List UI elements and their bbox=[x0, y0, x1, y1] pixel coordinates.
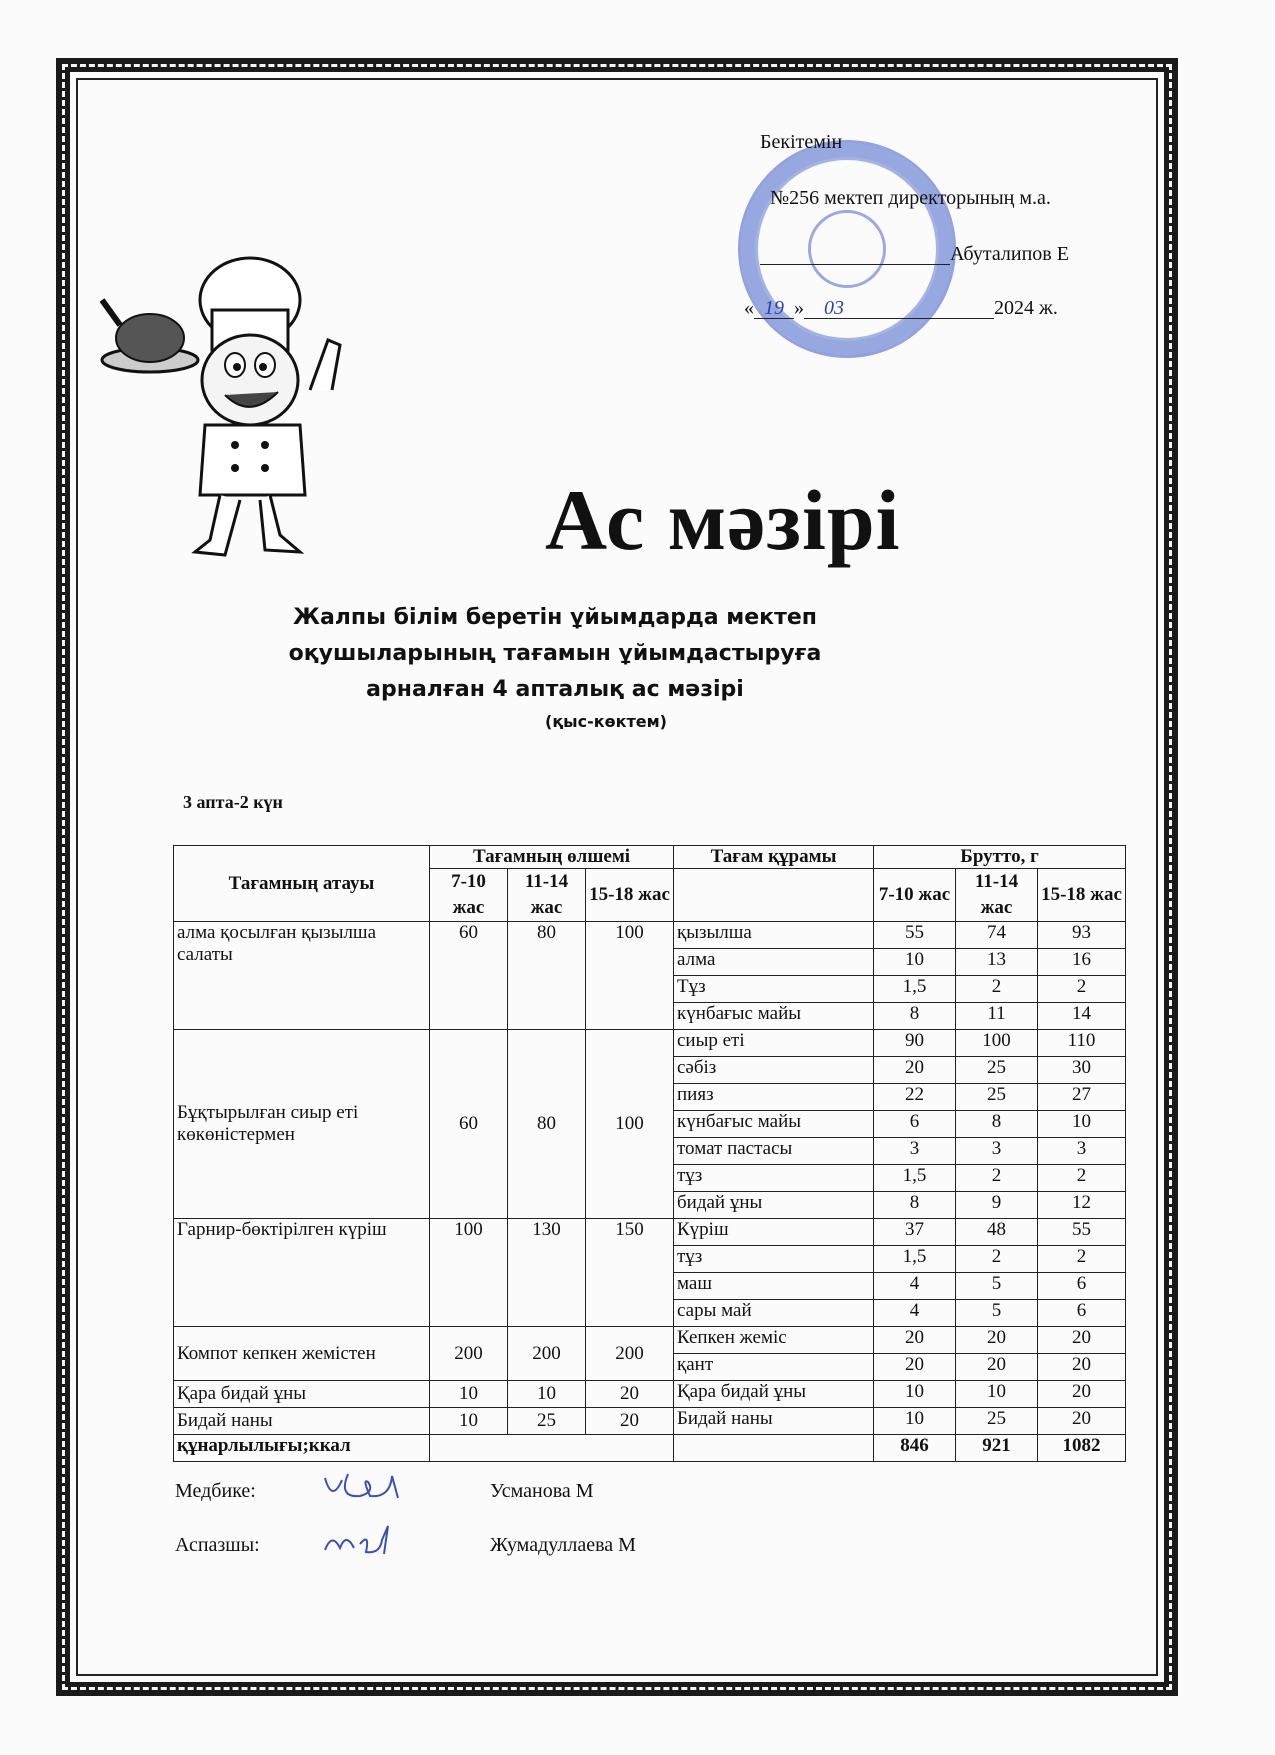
portion-cell: 60 bbox=[430, 922, 508, 1030]
header-composition: Тағам құрамы bbox=[674, 846, 874, 869]
gross-value-cell: 8 bbox=[956, 1111, 1038, 1138]
total-label: құнарлылығы;ккал bbox=[174, 1435, 430, 1462]
portion-cell: 130 bbox=[508, 1219, 586, 1327]
approval-year: 2024 ж. bbox=[994, 297, 1058, 319]
gross-value-cell: 9 bbox=[956, 1192, 1038, 1219]
gross-value-cell: 6 bbox=[874, 1111, 956, 1138]
total-kcal-value: 1082 bbox=[1038, 1435, 1126, 1462]
portion-cell: 20 bbox=[586, 1381, 674, 1408]
table-row bbox=[174, 1219, 1126, 1246]
portion-cell: 100 bbox=[586, 922, 674, 1030]
menu-table-body bbox=[174, 922, 1126, 1462]
ingredient-name-cell: бидай ұны bbox=[674, 1192, 874, 1219]
header-gross-age-15-18: 15-18 жас bbox=[1038, 869, 1126, 922]
gross-value-cell: 90 bbox=[874, 1030, 956, 1057]
quote-open: « bbox=[744, 297, 754, 319]
gross-value-cell: 2 bbox=[1038, 976, 1126, 1003]
ingredient-name-cell: тұз bbox=[674, 1165, 874, 1192]
gross-value-cell: 20 bbox=[1038, 1327, 1126, 1354]
table-row bbox=[174, 1408, 1126, 1435]
portion-cell: 10 bbox=[430, 1408, 508, 1435]
gross-value-cell: 93 bbox=[1038, 922, 1126, 949]
table-row bbox=[174, 922, 1126, 949]
subtitle-line-2: оқушыларының тағамын ұйымдастыруға bbox=[288, 641, 822, 666]
gross-value-cell: 13 bbox=[956, 949, 1038, 976]
gross-value-cell: 2 bbox=[956, 1165, 1038, 1192]
approval-line-2: №256 мектеп директорының м.а. bbox=[770, 187, 1051, 209]
gross-value-cell: 100 bbox=[956, 1030, 1038, 1057]
total-kcal-value: 846 bbox=[874, 1435, 956, 1462]
header-portion-age-15-18: 15-18 жас bbox=[586, 869, 674, 922]
dish-name-cell: Компот кепкен жемістен bbox=[174, 1327, 430, 1381]
gross-value-cell: 30 bbox=[1038, 1057, 1126, 1084]
total-blank-composition bbox=[674, 1435, 874, 1462]
total-blank-portion bbox=[430, 1435, 674, 1462]
total-row bbox=[174, 1435, 1126, 1462]
gross-value-cell: 22 bbox=[874, 1084, 956, 1111]
table-row bbox=[174, 1381, 1126, 1408]
total-kcal-value: 921 bbox=[956, 1435, 1038, 1462]
menu-table bbox=[173, 845, 1126, 1462]
portion-cell: 60 bbox=[430, 1030, 508, 1219]
gross-value-cell: 10 bbox=[1038, 1111, 1126, 1138]
gross-value-cell: 20 bbox=[1038, 1354, 1126, 1381]
gross-value-cell: 1,5 bbox=[874, 1246, 956, 1273]
gross-value-cell: 6 bbox=[1038, 1273, 1126, 1300]
signature-line bbox=[760, 242, 950, 265]
portion-cell: 200 bbox=[508, 1327, 586, 1381]
nurse-signature bbox=[320, 1468, 430, 1508]
dish-name-cell: Қара бидай ұны bbox=[174, 1381, 430, 1408]
day-label: 3 апта-2 күн bbox=[183, 792, 283, 812]
gross-value-cell: 20 bbox=[956, 1327, 1038, 1354]
page-title: Ас мәзірі bbox=[545, 472, 901, 568]
dish-name-cell: Гарнир-бөктірілген күріш bbox=[174, 1219, 430, 1327]
table-row bbox=[174, 1030, 1126, 1057]
cook-role: Аспазшы: bbox=[175, 1534, 260, 1556]
gross-value-cell: 2 bbox=[1038, 1165, 1126, 1192]
gross-value-cell: 25 bbox=[956, 1057, 1038, 1084]
gross-value-cell: 48 bbox=[956, 1219, 1038, 1246]
gross-value-cell: 20 bbox=[956, 1354, 1038, 1381]
ingredient-name-cell: сәбіз bbox=[674, 1057, 874, 1084]
ingredient-name-cell: Кепкен жеміс bbox=[674, 1327, 874, 1354]
ingredient-name-cell: алма bbox=[674, 949, 874, 976]
approval-line-3: Абуталипов Е bbox=[950, 243, 1069, 265]
approval-line-1: Бекітемін bbox=[760, 131, 843, 153]
portion-cell: 200 bbox=[586, 1327, 674, 1381]
gross-value-cell: 16 bbox=[1038, 949, 1126, 976]
ingredient-name-cell: Тұз bbox=[674, 976, 874, 1003]
gross-value-cell: 5 bbox=[956, 1300, 1038, 1327]
gross-value-cell: 25 bbox=[956, 1084, 1038, 1111]
gross-value-cell: 2 bbox=[1038, 1246, 1126, 1273]
season-label: (қыс-көктем) bbox=[545, 712, 667, 731]
ingredient-name-cell: күнбағыс майы bbox=[674, 1003, 874, 1030]
header-gross-age-7-10: 7-10 жас bbox=[874, 869, 956, 922]
gross-value-cell: 20 bbox=[874, 1057, 956, 1084]
gross-value-cell: 8 bbox=[874, 1192, 956, 1219]
gross-value-cell: 10 bbox=[956, 1381, 1038, 1408]
gross-value-cell: 10 bbox=[874, 1408, 956, 1435]
portion-cell: 10 bbox=[430, 1381, 508, 1408]
portion-cell: 80 bbox=[508, 922, 586, 1030]
ingredient-name-cell: Күріш bbox=[674, 1219, 874, 1246]
dish-name-cell: Бидай наны bbox=[174, 1408, 430, 1435]
portion-cell: 80 bbox=[508, 1030, 586, 1219]
ingredient-name-cell: маш bbox=[674, 1273, 874, 1300]
portion-cell: 10 bbox=[508, 1381, 586, 1408]
quote-close: » bbox=[794, 297, 804, 319]
nurse-role: Медбике: bbox=[175, 1480, 256, 1502]
portion-cell: 25 bbox=[508, 1408, 586, 1435]
gross-value-cell: 14 bbox=[1038, 1003, 1126, 1030]
gross-value-cell: 4 bbox=[874, 1300, 956, 1327]
gross-value-cell: 37 bbox=[874, 1219, 956, 1246]
header-portion-age-11-14: 11-14 жас bbox=[508, 869, 586, 922]
ingredient-name-cell: сиыр еті bbox=[674, 1030, 874, 1057]
header-composition-blank bbox=[674, 869, 874, 922]
ingredient-name-cell: қызылша bbox=[674, 922, 874, 949]
ingredient-name-cell: томат пастасы bbox=[674, 1138, 874, 1165]
dish-name-cell: алма қосылған қызылша салаты bbox=[174, 922, 430, 1030]
approval-day: 19 bbox=[754, 298, 794, 319]
gross-value-cell: 55 bbox=[1038, 1219, 1126, 1246]
header-dish-name: Тағамның атауы bbox=[174, 846, 430, 922]
gross-value-cell: 2 bbox=[956, 976, 1038, 1003]
ingredient-name-cell: Бидай наны bbox=[674, 1408, 874, 1435]
approval-date bbox=[744, 298, 1058, 319]
subtitle-line-1: Жалпы білім беретін ұйымдарда мектеп bbox=[293, 605, 817, 630]
gross-value-cell: 10 bbox=[874, 949, 956, 976]
cook-signature bbox=[320, 1522, 430, 1562]
ingredient-name-cell: сары май bbox=[674, 1300, 874, 1327]
subtitle-line-3: арналған 4 апталық ас мәзірі bbox=[366, 677, 744, 702]
gross-value-cell: 20 bbox=[1038, 1381, 1126, 1408]
nurse-name: Усманова М bbox=[490, 1480, 594, 1502]
gross-value-cell: 25 bbox=[956, 1408, 1038, 1435]
gross-value-cell: 55 bbox=[874, 922, 956, 949]
subtitle bbox=[200, 600, 910, 708]
gross-value-cell: 1,5 bbox=[874, 1165, 956, 1192]
gross-value-cell: 12 bbox=[1038, 1192, 1126, 1219]
portion-cell: 100 bbox=[430, 1219, 508, 1327]
gross-value-cell: 6 bbox=[1038, 1300, 1126, 1327]
header-portion: Тағамның өлшемі bbox=[430, 846, 674, 869]
table-row bbox=[174, 1327, 1126, 1354]
cook-name: Жумадуллаева М bbox=[490, 1534, 636, 1556]
gross-value-cell: 8 bbox=[874, 1003, 956, 1030]
gross-value-cell: 1,5 bbox=[874, 976, 956, 1003]
portion-cell: 20 bbox=[586, 1408, 674, 1435]
portion-cell: 150 bbox=[586, 1219, 674, 1327]
gross-value-cell: 10 bbox=[874, 1381, 956, 1408]
gross-value-cell: 3 bbox=[1038, 1138, 1126, 1165]
ingredient-name-cell: тұз bbox=[674, 1246, 874, 1273]
gross-value-cell: 20 bbox=[1038, 1408, 1126, 1435]
portion-cell: 200 bbox=[430, 1327, 508, 1381]
gross-value-cell: 20 bbox=[874, 1327, 956, 1354]
ingredient-name-cell: қант bbox=[674, 1354, 874, 1381]
dish-name-cell: Бұқтырылған сиыр еті көкөністермен bbox=[174, 1030, 430, 1219]
header-gross: Брутто, г bbox=[874, 846, 1126, 869]
gross-value-cell: 11 bbox=[956, 1003, 1038, 1030]
gross-value-cell: 110 bbox=[1038, 1030, 1126, 1057]
gross-value-cell: 3 bbox=[956, 1138, 1038, 1165]
gross-value-cell: 74 bbox=[956, 922, 1038, 949]
gross-value-cell: 27 bbox=[1038, 1084, 1126, 1111]
gross-value-cell: 3 bbox=[874, 1138, 956, 1165]
chef-illustration bbox=[100, 240, 360, 580]
header-portion-age-7-10: 7-10 жас bbox=[430, 869, 508, 922]
header-gross-age-11-14: 11-14 жас bbox=[956, 869, 1038, 922]
gross-value-cell: 5 bbox=[956, 1273, 1038, 1300]
ingredient-name-cell: пияз bbox=[674, 1084, 874, 1111]
ingredient-name-cell: күнбағыс майы bbox=[674, 1111, 874, 1138]
approval-month: 03 bbox=[804, 298, 994, 319]
gross-value-cell: 4 bbox=[874, 1273, 956, 1300]
gross-value-cell: 2 bbox=[956, 1246, 1038, 1273]
ingredient-name-cell: Қара бидай ұны bbox=[674, 1381, 874, 1408]
gross-value-cell: 20 bbox=[874, 1354, 956, 1381]
portion-cell: 100 bbox=[586, 1030, 674, 1219]
